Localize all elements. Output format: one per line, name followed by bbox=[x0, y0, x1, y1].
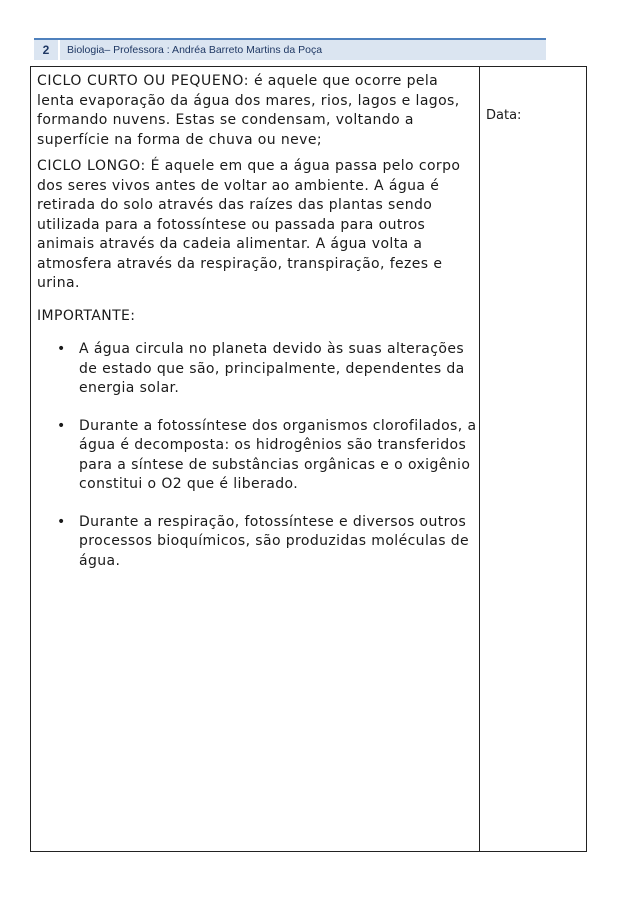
important-list bbox=[37, 340, 477, 571]
bullet-icon: • bbox=[57, 341, 66, 357]
column-divider bbox=[479, 66, 480, 852]
short-cycle-term: CICLO CURTO OU PEQUENO: bbox=[37, 73, 250, 89]
long-cycle-text: É aquele em que a água passa pelo corpo dos seres vivos antes de voltar ao ambiente. A água é retirada do solo através das raízes das plantas sendo utilizada para a fotossíntese ou passada para outros animais através da cadeia alimentar. A água volta a atmosfera através da respiração, transpiração, fezes e urina. bbox=[37, 158, 461, 291]
header-title: Biologia– Professora : Andréa Barreto Martins da Poça bbox=[67, 44, 323, 56]
list-item-text: Durante a fotossíntese dos organismos clorofilados, a água é decomposta: os hidrogênios são transferidos para a síntese de substâncias orgânicas e o oxigênio constitui o O2 que é liberado. bbox=[79, 417, 477, 492]
page-header bbox=[34, 38, 546, 60]
bullet-icon: • bbox=[57, 417, 66, 434]
long-cycle-paragraph bbox=[37, 157, 477, 294]
important-heading: IMPORTANTE: bbox=[37, 307, 136, 324]
short-cycle-text: é aquele que ocorre pela lenta evaporação da água dos mares, rios, lagos e lagos, formando nuvens. Estas se condensam, voltando a superfície na forma de chuva ou neve; bbox=[37, 73, 460, 148]
short-cycle-paragraph bbox=[37, 72, 477, 150]
main-content bbox=[37, 72, 477, 589]
date-label: Data: bbox=[486, 108, 522, 123]
list-item bbox=[37, 513, 477, 572]
list-item bbox=[37, 417, 477, 495]
list-item-text: A água circula no planeta devido às suas alterações de estado que são, principalmente, dependentes da energia solar. bbox=[79, 341, 465, 396]
list-item bbox=[37, 340, 477, 399]
list-item-text: Durante a respiração, fotossíntese e diversos outros processos bioquímicos, são produzidas moléculas de água. bbox=[79, 513, 470, 569]
long-cycle-term: CICLO LONGO: bbox=[37, 158, 146, 174]
page-number: 2 bbox=[34, 40, 60, 60]
bullet-icon: • bbox=[57, 513, 66, 530]
